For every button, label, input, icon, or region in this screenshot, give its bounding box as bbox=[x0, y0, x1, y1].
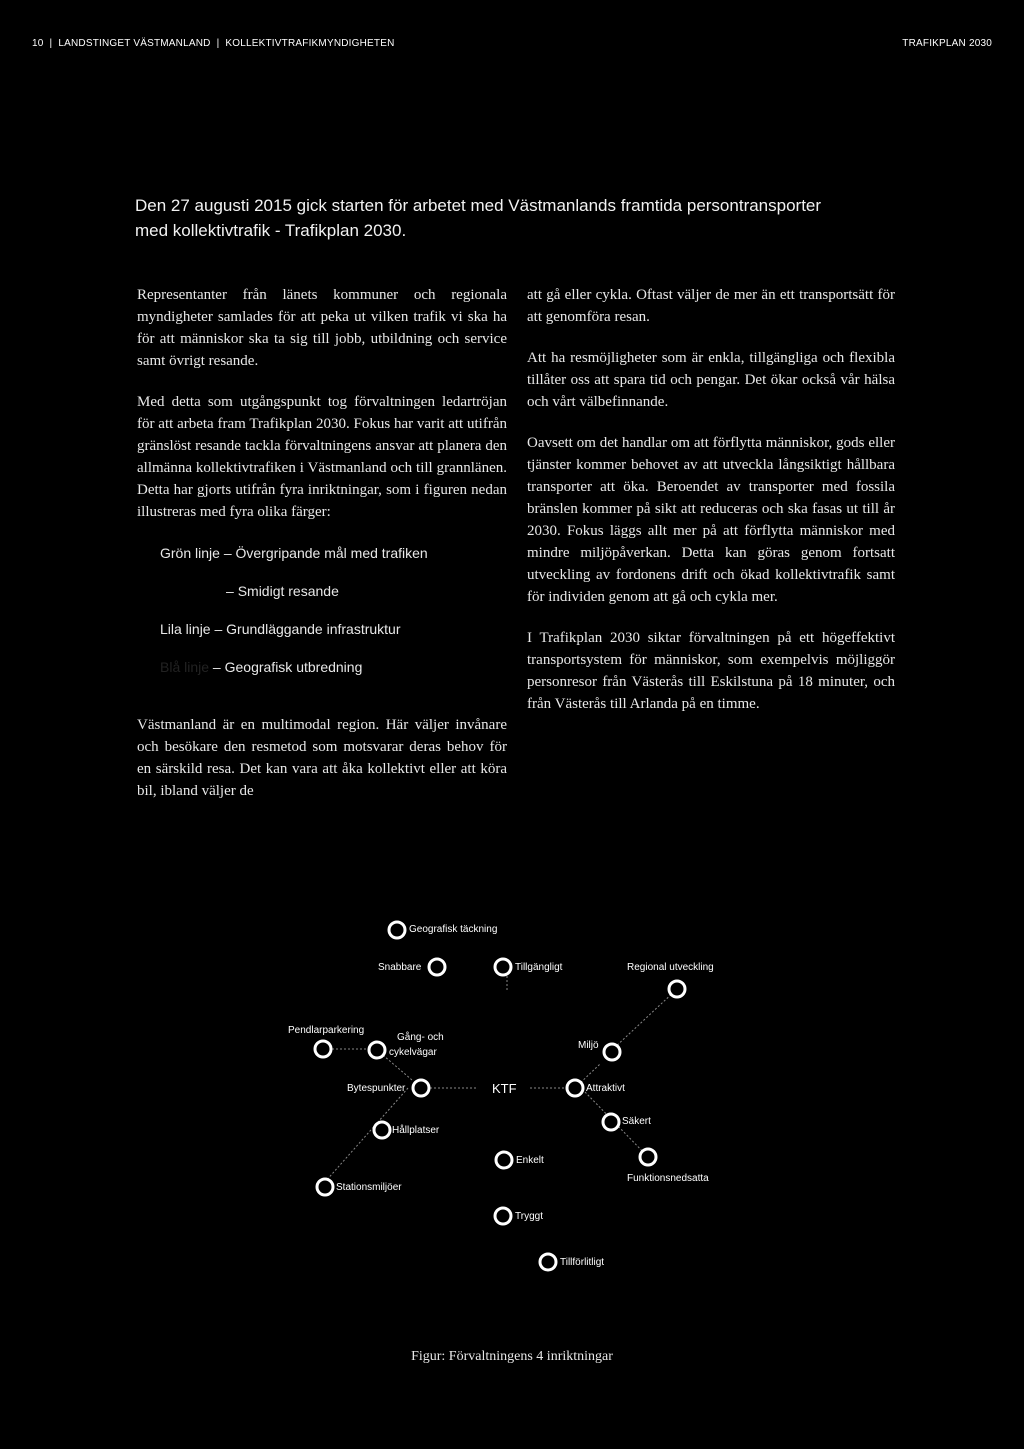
label-miljo: Miljö bbox=[578, 1040, 599, 1051]
direction-desc: Övergripande mål med trafiken bbox=[235, 545, 428, 561]
station-circle bbox=[495, 1208, 511, 1224]
direction-desc: Grundläggande infrastruktur bbox=[226, 621, 401, 637]
station-circle bbox=[604, 1044, 620, 1060]
diagram-stations bbox=[315, 922, 685, 1270]
station-circle bbox=[374, 1122, 390, 1138]
right-paragraph-4: I Trafikplan 2030 siktar förvaltningen på ett högeffektivt transportsystem för människor, som exempelvis möjliggör personresor från Västerås till Eskilstuna på 18 minuter, och från Västerås till Arlanda på en timme. bbox=[527, 630, 895, 712]
diagram-line bbox=[612, 989, 677, 1050]
label-snabbare: Snabbare bbox=[378, 962, 422, 973]
label-regional: Regional utveckling bbox=[627, 962, 714, 973]
direction-green: Grön linje – Övergripande mål med trafiken bbox=[160, 545, 428, 561]
page-number: 10 bbox=[32, 38, 44, 49]
station-circle bbox=[603, 1114, 619, 1130]
label-bytes: Bytespunkter bbox=[347, 1083, 406, 1094]
station-circle bbox=[540, 1254, 556, 1270]
label-center-ktf: KTF bbox=[492, 1081, 517, 1096]
label-geografisk: Geografisk täckning bbox=[409, 924, 498, 935]
station-circle bbox=[389, 922, 405, 938]
label-enkelt: Enkelt bbox=[516, 1155, 544, 1166]
separator: | bbox=[216, 38, 220, 49]
direction-name: Grön linje bbox=[160, 545, 220, 561]
station-circle bbox=[317, 1179, 333, 1195]
label-gang-2: cykelvägar bbox=[389, 1047, 437, 1058]
direction-desc: Smidigt resande bbox=[237, 583, 339, 599]
separator: | bbox=[49, 38, 53, 49]
label-tillforlitligt: Tillförlitligt bbox=[560, 1257, 605, 1268]
label-tillganglig: Tillgängligt bbox=[515, 962, 563, 973]
direction-name: Blå linje bbox=[160, 659, 210, 675]
right-paragraph-3: Oavsett om det handlar om att förflytta människor, gods eller tjänster kommer behovet av att utveckla långsiktigt hållbara transporter att öka. Beroendet av transporter med fossila bränslen kommer på sikt att reduceras och ska fasas ut till år 2030. Fokus läggs allt mer på att förflytta människor med mindre miljöpåverkan. Detta kan göras genom fortsatt utveckling av fordonens drift och ökad kollektivtrafik samt för individen genom att gå och cykla mer. bbox=[527, 435, 895, 605]
station-circle bbox=[315, 1041, 331, 1057]
right-paragraph-1: att gå eller cykla. Oftast väljer de mer än ett transportsätt för att genomföra resan. bbox=[527, 287, 895, 325]
label-sakert: Säkert bbox=[622, 1116, 651, 1127]
station-circle bbox=[567, 1080, 583, 1096]
station-circle bbox=[369, 1042, 385, 1058]
station-circle bbox=[640, 1149, 656, 1165]
direction-orange: – Smidigt resande bbox=[226, 583, 339, 599]
label-tryggt: Tryggt bbox=[515, 1211, 543, 1222]
station-circle bbox=[669, 981, 685, 997]
left-paragraph-3: Västmanland är en multimodal region. Här väljer invånare och besökare den resmetod som motsvarar deras behov för en särskild resa. Det kan vara att åka kollektivt eller att köra bil, ibland väljer de bbox=[137, 717, 507, 799]
figure-caption: Figur: Förvaltningens 4 inriktningar bbox=[411, 1349, 613, 1364]
station-circle bbox=[429, 959, 445, 975]
intro-paragraph: Den 27 augusti 2015 gick starten för arbetet med Västmanlands framtida persontransporter med kollektivtrafik - Trafikplan 2030. bbox=[135, 196, 822, 240]
label-stations: Stationsmiljöer bbox=[336, 1182, 402, 1193]
direction-blue: Blå linje – Geografisk utbredning bbox=[160, 659, 363, 675]
direction-purple: Lila linje – Grundläggande infrastruktur bbox=[160, 621, 401, 637]
left-paragraph-1: Representanter från länets kommuner och regionala myndigheter samlades för att peka ut vilken trafik vi ska ha för att människor ska ta sig till jobb, utbildning och service samt övrigt resande. bbox=[137, 287, 507, 369]
label-funktion: Funktionsnedsatta bbox=[627, 1173, 709, 1184]
header-organization: LANDSTINGET VÄSTMANLAND bbox=[58, 38, 211, 49]
direction-name: Lila linje bbox=[160, 621, 211, 637]
label-pendlar: Pendlarparkering bbox=[288, 1025, 365, 1036]
label-hallplatser: Hållplatser bbox=[392, 1125, 440, 1136]
left-paragraph-2: Med detta som utgångspunkt tog förvaltningen ledartröjan för att arbeta fram Trafikplan 2030. Fokus har varit att utifrån gränslöst resande tackla förvaltningens ansvar att planera den allmänna kollektivtrafiken i Västmanland och till grannlänen. Detta har gjorts utifrån fyra inriktningar, som i figuren nedan illustreras med fyra olika färger: bbox=[137, 394, 507, 520]
station-circle bbox=[495, 959, 511, 975]
header-department: KOLLEKTIVTRAFIKMYNDIGHETEN bbox=[225, 38, 395, 49]
station-circle bbox=[413, 1080, 429, 1096]
label-gang: Gång- och bbox=[397, 1032, 444, 1043]
direction-desc: Geografisk utbredning bbox=[224, 659, 363, 675]
label-attraktivt: Attraktivt bbox=[586, 1083, 625, 1094]
right-paragraph-2: Att ha resmöjligheter som är enkla, tillgängliga och flexibla tillåter oss att spara tid och pengar. Det ökar också vår hälsa och vårt välbefinnande. bbox=[527, 350, 895, 410]
station-circle bbox=[496, 1152, 512, 1168]
header-document-title: TRAFIKPLAN 2030 bbox=[902, 38, 992, 49]
